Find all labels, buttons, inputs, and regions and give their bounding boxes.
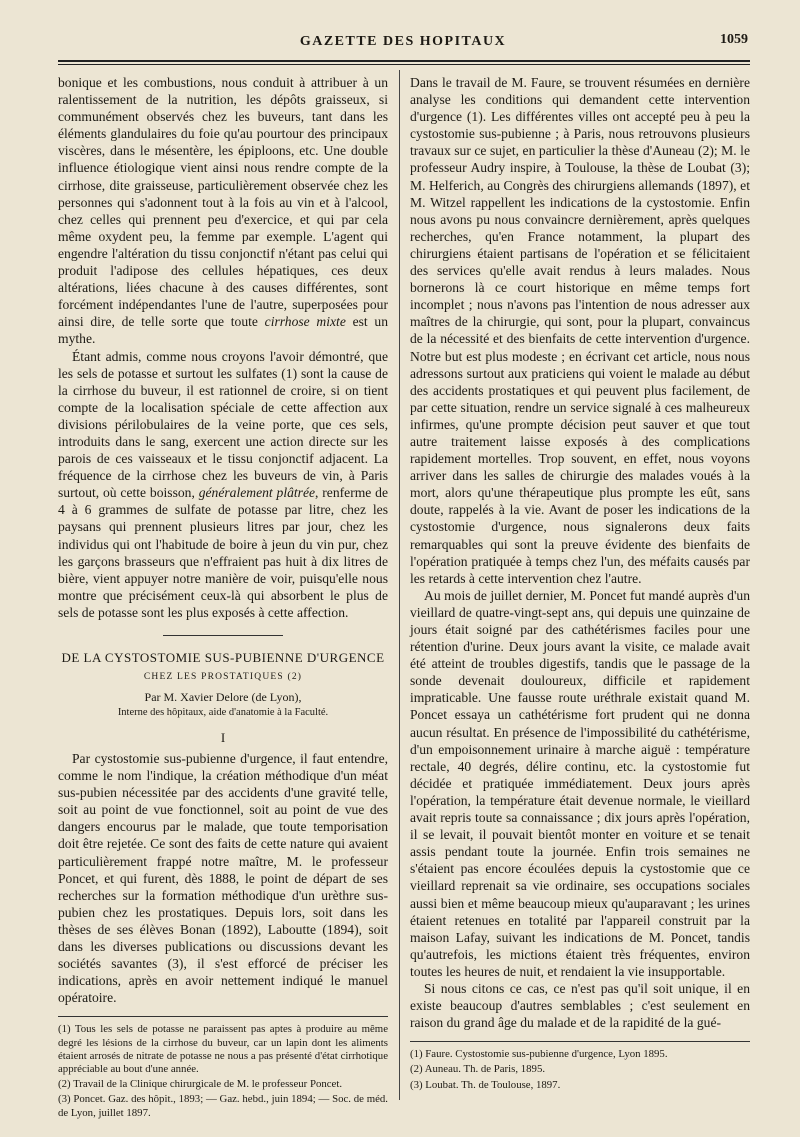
left-footnote-1: (1) Tous les sels de potasse ne paraissent pas aptes à produire au même degré les lésions de la cirrhose du buveur, car un lapin dont les aliments étaient arrosés de nitrate de potasse ne nous a pas présenté d'état cirrhotique appréciable au bout d'une année.	[58, 1023, 388, 1076]
article-author-role: Interne des hôpitaux, aide d'anatomie à la Faculté.	[117, 707, 329, 718]
left-footnote-rule	[58, 1016, 388, 1017]
right-footnote-3: (3) Loubat. Th. de Toulouse, 1897.	[410, 1078, 561, 1091]
right-footnote-rule	[410, 1041, 750, 1042]
left-column	[58, 74, 388, 1122]
left-footnote-3: (3) Poncet. Gaz. des hôpit., 1893; — Gaz. hebd., juin 1894; — Soc. de méd. de Lyon, juillet 1897.	[58, 1093, 388, 1119]
left-para2-end: , renferme de 4 à 6 grammes de sulfate de potasse par litre, chez les paysans qui prennent plusieurs litres par jour, chez les individus qui ont l'habitude de boire à jeun du vin pur, chez les garçons brasseurs que n'effraient pas huit à dix litres de bière, vient appuyer notre manière de voir, puisqu'elle nous montre que précisément ceux-là qui absorbent le plus de sels de potasse sont les plus exposés à cette affection.	[58, 485, 389, 620]
running-title: GAZETTE DES HOPITAUX	[299, 34, 507, 49]
right-paragraph-2: Au mois de juillet dernier, M. Poncet fut mandé auprès d'un vieillard de quatre-vingt-sept ans, qui depuis une quinzaine de jours était soigné par des cathétérismes faciles pour une rétention d'urine. Deux jours avant la visite, ce malade avait été atteint de troubles digestifs, tandis que le passage de la sonde devenait douloureux, difficile et rapidement impraticable. Une fausse route uréthrale existait quand M. Poncet essaya un cathétérisme fort prudent qui ne donna aucun résultat. En présence de l'impossibilité du cathétérisme, d'un empoisonnement urinaire à marche aiguë : température rectale, 40 degrés, délire continu, etc. la cystostomie fut décidée et pratiquée immédiatement. Deux jours après l'opération, la température était devenue normale, le vieillard avait repris toute sa connaissance ; dix jours après l'opération, il se levait, il pouvait bientôt monter en voiture et se tenait assis pendant toute la journée. Enfin trois semaines ne s'étaient pas encore écoulées depuis la cystostomie que ce vieillard reprenait sa vie ordinaire, ses occupations sociales aussi bien et même beaucoup mieux qu'auparavant ; les urines étaient retenues en totalité par l'appareil construit par la maison Lafay, suivant les indications de M. Poncet, tandis qu'autrefois, les mictions étaient très fréquentes, environ toutes les heures de nuit, et rendaient la vie insupportable.	[410, 587, 750, 979]
article-author: Par M. Xavier Delore (de Lyon),	[144, 690, 302, 704]
header-rule-thick	[58, 60, 750, 62]
left-footnote-2: (2) Travail de la Clinique chirurgicale de M. le professeur Poncet.	[58, 1078, 343, 1091]
right-paragraph-1: Dans le travail de M. Faure, se trouvent résumées en dernière analyse les conditions qui demandent cette intervention d'urgence (1). Les différentes villes ont accepté peu à peu la cystostomie sus-pubienne ; à Paris, nous retrouvons plusieurs travaux sur ce sujet, en particulier la thèse d'Auneau (2); M. le professeur Audry inspire, à Toulouse, la thèse de Loubat (3); M. Helferich, au Congrès des chirurgiens allemands (1897), et M. Witzel rappellent les indications de la cystostomie. Enfin nous avons pu nous convaincre dernièrement, après quelques recherches, qu'en France notamment, la plupart des chirurgiens étaient partisans de l'opération et se félicitaient des services qu'elle avait rendus à leurs malades. Nous bornerons là ce court historique en même temps fort incomplet ; nous n'avons pas l'intention de nous adresser aux maîtres de la chirurgie, qui sont, pour la plupart, convaincus de la nécessité et des bienfaits de cette intervention d'urgence. Notre but est plus modeste ; en écrivant cet article, nous nous adressons surtout aux praticiens qui voient le malade au début des accidents prostatiques et qui peuvent plus facilement, de par cette situation, rendre un service signalé à ces malheureux infirmes, qu'une prompte décision peut sauver et que tout autre traitement laisse exposés à des complications rapidement mortelles. Trop souvent, en effet, nous voyons arriver dans les salles de chirurgie des malades voués à la mort, alors qu'une thérapeutique plus prompte les eût, sans doute, rappelés à la vie. Avant de poser les indications de la cystostomie d'urgence, nous signalerons deux faits remarquables qui sont la preuve évidente des bienfaits de l'opération pratiquée à temps chez l'un, des méfaits causés par les retards à cette intervention chez l'autre.	[410, 75, 750, 586]
page-header	[58, 32, 748, 54]
left-para1-end: est un mythe.	[58, 314, 388, 347]
right-paragraph-3: Si nous citons ce cas, ce n'est pas qu'il soit unique, il en existe beaucoup d'autres semblables ; c'est seulement en raison du grand âge du malade et de la rapidité de la gué-	[410, 980, 750, 1031]
left-para1-text: bonique et les combustions, nous conduit à attribuer à un ralentissement de la nutrition, les dépôts graisseux, si communément observés chez les buveurs, tant dans les éléments glandulaires du foie qu'au pourtour des principaux viscères, dans le mésentère, les épiploons, etc. Une double influence étiologique vient ainsi nous rendre compte de la cirrhose, dite graisseuse, particulièrement observée chez les personnes qui s'adonnent tout à la fois au vin et à l'alcool, chez celles qui prennent peu d'exercice, et qui par cela même oxydent peu, la femme par exemple. L'agent qui engendre l'altération du tissu conjonctif n'étant pas celui qui produit l'adipose des cellules hépatiques, ces deux altérations, liées chacune à des causes différentes, sont forcément indépendantes l'une de l'autre, superposées pour ainsi dire, de telle sorte que toute	[58, 75, 388, 330]
right-footnote-1: (1) Faure. Cystostomie sus-pubienne d'urgence, Lyon 1895.	[410, 1048, 668, 1061]
left-para2-start: Étant admis, comme nous croyons l'avoir démontré, que les sels de potasse et surtout les sulfates (1) sont la cause de la cirrhose du buveur, il est rationnel de croire, si on tient compte de la localisation spéciale de cette affection aux divisions périlobulaires de la veine porte, que ces sels, introduits dans le sang, exercent une action directe sur les parois de ces vaisseaux et le tissu conjonctif adjacent. La fréquence de la cirrhose chez les buveurs de vin, à Paris surtout, où cette boisson,	[58, 348, 388, 501]
left-para2-italic: généralement plâtrée	[198, 485, 316, 501]
article-title: DE LA CYSTOSTOMIE SUS-PUBIENNE D'URGENCE	[61, 650, 385, 665]
page-number: 1059	[720, 32, 748, 47]
header-rule-thin	[58, 64, 750, 65]
left-paragraph-3: Par cystostomie sus-pubienne d'urgence, il faut entendre, comme le nom l'indique, la création méthodique d'un méat sus-pubien nécessitée par des accidents d'une gravité telle, soit au point de vue fonctionnel, soit au point de vue des dangers encourus par le malade, que toute temporisation doit être rejetée. Ce sont des faits de cette nature qui avaient particulièrement frappé notre maître, M. le professeur Poncet, et qui furent, dès 1888, le point de départ de ses recherches sur la formation méthodique d'un urèthre sus-pubien chez les prostatiques. Depuis lors, soit dans les thèses de ses élèves Bonan (1892), Laboutte (1894), soit dans les diverses publications ou discussions devant les sociétés savantes (3), il s'est efforcé de préciser les indications, après en avoir nettement indiqué le manuel opératoire.	[58, 751, 388, 1006]
right-column	[410, 74, 750, 1094]
section-number: I	[220, 730, 226, 745]
article-subtitle: CHEZ LES PROSTATIQUES (2)	[143, 672, 303, 682]
left-paragraph-2	[58, 348, 388, 622]
left-paragraph-1	[58, 74, 388, 348]
right-footnote-2: (2) Auneau. Th. de Paris, 1895.	[410, 1063, 546, 1076]
column-divider	[399, 70, 400, 1100]
left-footnotes	[58, 1023, 388, 1119]
left-para1-italic: cirrhose mixte	[264, 314, 346, 330]
right-footnotes	[410, 1048, 750, 1092]
article-separator	[163, 635, 283, 636]
